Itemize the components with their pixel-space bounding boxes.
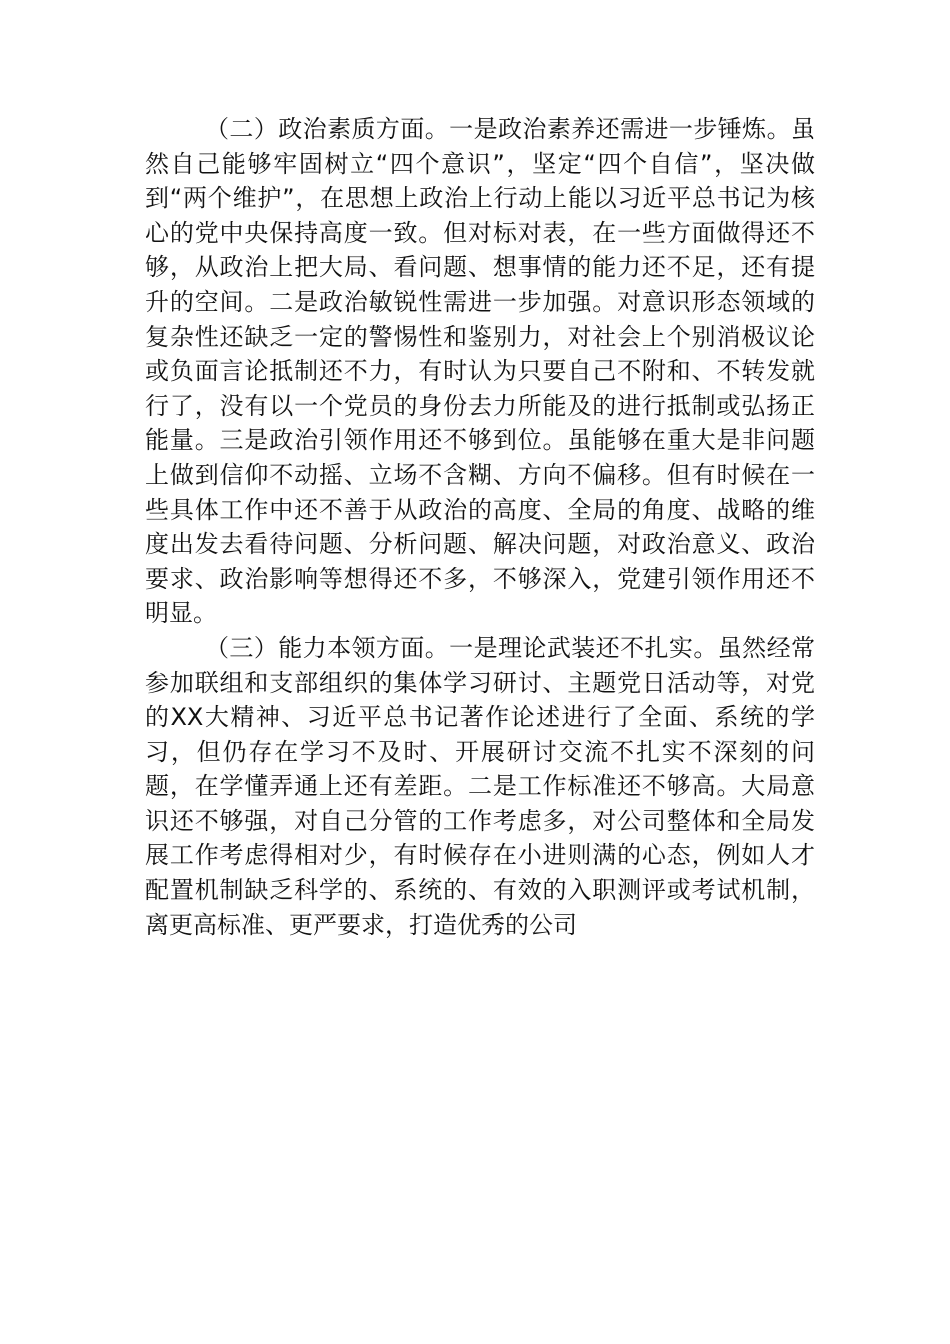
- document-body: [145, 112, 815, 942]
- paragraph-ability: （三）能力本领方面。一是理论武装还不扎实。虽然经常参加联组和支部组织的集体学习研讨、主题党日活动等，对党的XX大精神、习近平总书记著作论述进行了全面、系统的学习，但仍存在学习不及时、开展研讨交流不扎实不深刻的问题，在学懂弄通上还有差距。二是工作标准还不够高。大局意识还不够强，对自己分管的工作考虑多，对公司整体和全局发展工作考虑得相对少，有时候存在小进则满的心态，例如人才配置机制缺乏科学的、系统的、有效的入职测评或考试机制，离更高标准、更严要求，打造优秀的公司: [145, 633, 815, 939]
- paragraph-political-quality: （二）政治素质方面。一是政治素养还需进一步锤炼。虽然自己能够牢固树立“四个意识”，坚定“四个自信”，坚决做到“两个维护”，在思想上政治上行动上能以习近平总书记为核心的党中央保持高度一致。但对标对表，在一些方面做得还不够，从政治上把大局、看问题、想事情的能力还不足，还有提升的空间。二是政治敏锐性需进一步加强。对意识形态领域的复杂性还缺乏一定的警惕性和鉴别力，对社会上个别消极议论或负面言论抵制还不力，有时认为只要自己不附和、不转发就行了，没有以一个党员的身份去力所能及的进行抵制或弘扬正能量。三是政治引领作用还不够到位。虽能够在重大是非问题上做到信仰不动摇、立场不含糊、方向不偏移。但有时候在一些具体工作中还不善于从政治的高度、全局的角度、战略的维度出发去看待问题、分析问题、解决问题，对政治意义、政治要求、政治影响等想得还不多，不够深入，党建引领作用还不明显。: [145, 115, 815, 628]
